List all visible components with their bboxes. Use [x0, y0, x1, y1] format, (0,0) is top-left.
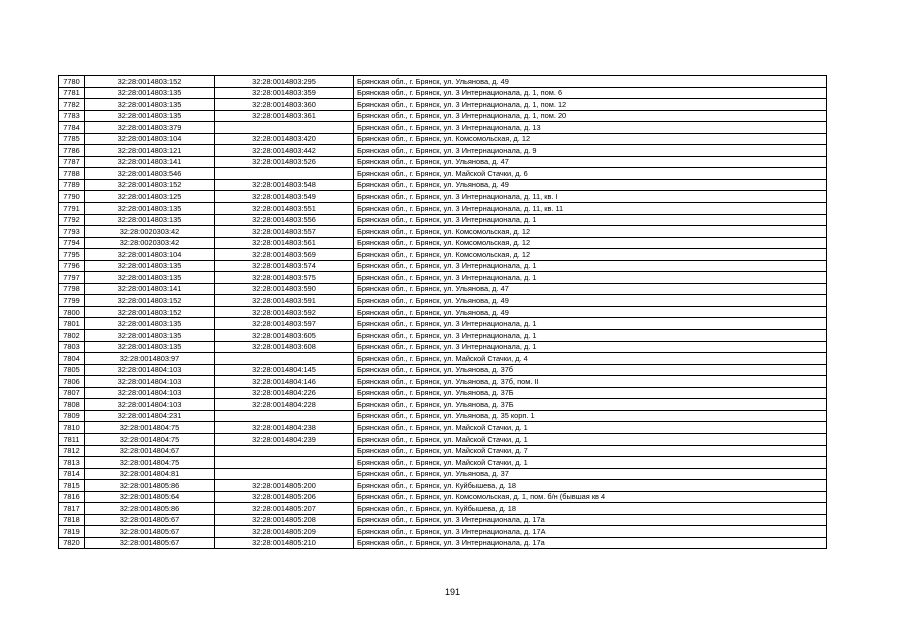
cadastral-number-cell: 32:28:0014803:135 [85, 203, 215, 215]
row-number-cell: 7792 [59, 214, 85, 226]
address-cell: Брянская обл., г. Брянск, ул. 3 Интернационала, д. 17А [354, 526, 827, 538]
cadastral-number-cell: 32:28:0014803:152 [85, 76, 215, 88]
table-row [59, 110, 827, 122]
object-cadastral-number-cell [215, 457, 354, 469]
address-cell: Брянская обл., г. Брянск, ул. Ульянова, д. 37б [354, 364, 827, 376]
address-cell: Брянская обл., г. Брянск, ул. 3 Интернационала, д. 13 [354, 122, 827, 134]
row-number-cell: 7813 [59, 457, 85, 469]
row-number-cell: 7802 [59, 330, 85, 342]
table-row [59, 272, 827, 284]
address-cell: Брянская обл., г. Брянск, ул. Комсомольская, д. 12 [354, 133, 827, 145]
table-row [59, 353, 827, 365]
cadastral-number-cell: 32:28:0014803:141 [85, 283, 215, 295]
row-number-cell: 7820 [59, 537, 85, 549]
address-cell: Брянская обл., г. Брянск, ул. 3 Интернационала, д. 17а [354, 537, 827, 549]
object-cadastral-number-cell: 32:28:0014804:146 [215, 376, 354, 388]
row-number-cell: 7817 [59, 503, 85, 515]
cadastral-number-cell: 32:28:0014803:135 [85, 214, 215, 226]
row-number-cell: 7784 [59, 122, 85, 134]
object-cadastral-number-cell: 32:28:0014803:361 [215, 110, 354, 122]
row-number-cell: 7795 [59, 249, 85, 261]
address-cell: Брянская обл., г. Брянск, ул. Майской Стачки, д. 1 [354, 457, 827, 469]
row-number-cell: 7800 [59, 306, 85, 318]
cadastral-table-body [59, 76, 827, 549]
row-number-cell: 7818 [59, 514, 85, 526]
cadastral-number-cell: 32:28:0014803:135 [85, 99, 215, 111]
cadastral-number-cell: 32:28:0014803:104 [85, 133, 215, 145]
table-row [59, 226, 827, 238]
table-row [59, 260, 827, 272]
table-row [59, 237, 827, 249]
cadastral-number-cell: 32:28:0014803:135 [85, 260, 215, 272]
address-cell: Брянская обл., г. Брянск, ул. Майской Стачки, д. 7 [354, 445, 827, 457]
cadastral-number-cell: 32:28:0014805:67 [85, 526, 215, 538]
cadastral-number-cell: 32:28:0014805:86 [85, 503, 215, 515]
row-number-cell: 7783 [59, 110, 85, 122]
row-number-cell: 7788 [59, 168, 85, 180]
address-cell: Брянская обл., г. Брянск, ул. 3 Интернационала, д. 1, пом. 6 [354, 87, 827, 99]
cadastral-number-cell: 32:28:0014803:152 [85, 306, 215, 318]
object-cadastral-number-cell [215, 468, 354, 480]
object-cadastral-number-cell: 32:28:0014805:207 [215, 503, 354, 515]
address-cell: Брянская обл., г. Брянск, ул. 3 Интернационала, д. 11, кв. I [354, 191, 827, 203]
row-number-cell: 7811 [59, 433, 85, 445]
object-cadastral-number-cell [215, 122, 354, 134]
object-cadastral-number-cell: 32:28:0014805:210 [215, 537, 354, 549]
table-row [59, 399, 827, 411]
object-cadastral-number-cell: 32:28:0014803:591 [215, 295, 354, 307]
cadastral-number-cell: 32:28:0014803:125 [85, 191, 215, 203]
address-cell: Брянская обл., г. Брянск, ул. Ульянова, д. 37б, пом. II [354, 376, 827, 388]
object-cadastral-number-cell: 32:28:0014803:590 [215, 283, 354, 295]
table-row [59, 364, 827, 376]
address-cell: Брянская обл., г. Брянск, ул. 3 Интернационала, д. 11, кв. 11 [354, 203, 827, 215]
object-cadastral-number-cell: 32:28:0014803:442 [215, 145, 354, 157]
row-number-cell: 7782 [59, 99, 85, 111]
cadastral-number-cell: 32:28:0014803:379 [85, 122, 215, 134]
table-row [59, 410, 827, 422]
row-number-cell: 7791 [59, 203, 85, 215]
object-cadastral-number-cell: 32:28:0014803:360 [215, 99, 354, 111]
object-cadastral-number-cell: 32:28:0014803:561 [215, 237, 354, 249]
cadastral-number-cell: 32:28:0014803:97 [85, 353, 215, 365]
address-cell: Брянская обл., г. Брянск, ул. Майской Стачки, д. 1 [354, 422, 827, 434]
address-cell: Брянская обл., г. Брянск, ул. Ульянова, д. 47 [354, 156, 827, 168]
cadastral-number-cell: 32:28:0014804:103 [85, 376, 215, 388]
address-cell: Брянская обл., г. Брянск, ул. Куйбышева, д. 18 [354, 480, 827, 492]
cadastral-number-cell: 32:28:0014803:135 [85, 110, 215, 122]
table-row [59, 214, 827, 226]
row-number-cell: 7809 [59, 410, 85, 422]
table-row [59, 295, 827, 307]
row-number-cell: 7803 [59, 341, 85, 353]
address-cell: Брянская обл., г. Брянск, ул. Ульянова, д. 37Б [354, 387, 827, 399]
address-cell: Брянская обл., г. Брянск, ул. Ульянова, д. 37 [354, 468, 827, 480]
cadastral-number-cell: 32:28:0014804:75 [85, 457, 215, 469]
table-row [59, 179, 827, 191]
address-cell: Брянская обл., г. Брянск, ул. 3 Интернационала, д. 1 [354, 330, 827, 342]
table-row [59, 99, 827, 111]
address-cell: Брянская обл., г. Брянск, ул. Ульянова, д. 49 [354, 295, 827, 307]
table-row [59, 133, 827, 145]
address-cell: Брянская обл., г. Брянск, ул. 3 Интернационала, д. 1 [354, 260, 827, 272]
object-cadastral-number-cell: 32:28:0014805:206 [215, 491, 354, 503]
cadastral-number-cell: 32:28:0014804:231 [85, 410, 215, 422]
row-number-cell: 7786 [59, 145, 85, 157]
object-cadastral-number-cell: 32:28:0014803:557 [215, 226, 354, 238]
object-cadastral-number-cell: 32:28:0014803:592 [215, 306, 354, 318]
cadastral-number-cell: 32:28:0014803:135 [85, 272, 215, 284]
address-cell: Брянская обл., г. Брянск, ул. Ульянова, д. 49 [354, 306, 827, 318]
row-number-cell: 7785 [59, 133, 85, 145]
table-row [59, 422, 827, 434]
cadastral-number-cell: 32:28:0020303:42 [85, 226, 215, 238]
cadastral-number-cell: 32:28:0014803:135 [85, 341, 215, 353]
table-row [59, 445, 827, 457]
row-number-cell: 7796 [59, 260, 85, 272]
address-cell: Брянская обл., г. Брянск, ул. 3 Интернационала, д. 1, пом. 12 [354, 99, 827, 111]
cadastral-number-cell: 32:28:0014803:135 [85, 87, 215, 99]
row-number-cell: 7819 [59, 526, 85, 538]
cadastral-number-cell: 32:28:0014804:75 [85, 422, 215, 434]
address-cell: Брянская обл., г. Брянск, ул. Майской Стачки, д. 6 [354, 168, 827, 180]
address-cell: Брянская обл., г. Брянск, ул. Комсомольская, д. 1, пом. б/н (бывшая кв 4 [354, 491, 827, 503]
cadastral-number-cell: 32:28:0014804:103 [85, 399, 215, 411]
cadastral-number-cell: 32:28:0014803:141 [85, 156, 215, 168]
object-cadastral-number-cell: 32:28:0014803:420 [215, 133, 354, 145]
object-cadastral-number-cell: 32:28:0014803:556 [215, 214, 354, 226]
table-row [59, 145, 827, 157]
address-cell: Брянская обл., г. Брянск, ул. 3 Интернационала, д. 17а [354, 514, 827, 526]
cadastral-number-cell: 32:28:0014803:135 [85, 330, 215, 342]
row-number-cell: 7816 [59, 491, 85, 503]
table-row [59, 87, 827, 99]
table-row [59, 76, 827, 88]
table-row [59, 191, 827, 203]
address-cell: Брянская обл., г. Брянск, ул. Майской Стачки, д. 4 [354, 353, 827, 365]
table-row [59, 387, 827, 399]
object-cadastral-number-cell: 32:28:0014804:238 [215, 422, 354, 434]
table-row [59, 156, 827, 168]
cadastral-number-cell: 32:28:0014803:152 [85, 179, 215, 191]
cadastral-number-cell: 32:28:0014804:67 [85, 445, 215, 457]
table-row [59, 122, 827, 134]
table-row [59, 468, 827, 480]
cadastral-number-cell: 32:28:0014805:67 [85, 537, 215, 549]
table-row [59, 433, 827, 445]
table-row [59, 537, 827, 549]
table-row [59, 376, 827, 388]
table-row [59, 203, 827, 215]
cadastral-number-cell: 32:28:0014805:67 [85, 514, 215, 526]
row-number-cell: 7793 [59, 226, 85, 238]
cadastral-number-cell: 32:28:0014804:75 [85, 433, 215, 445]
row-number-cell: 7801 [59, 318, 85, 330]
cadastral-number-cell: 32:28:0014804:103 [85, 364, 215, 376]
table-row [59, 514, 827, 526]
object-cadastral-number-cell: 32:28:0014803:608 [215, 341, 354, 353]
table-row [59, 168, 827, 180]
address-cell: Брянская обл., г. Брянск, ул. Ульянова, д. 47 [354, 283, 827, 295]
row-number-cell: 7797 [59, 272, 85, 284]
address-cell: Брянская обл., г. Брянск, ул. Ульянова, д. 37Б [354, 399, 827, 411]
object-cadastral-number-cell: 32:28:0014803:551 [215, 203, 354, 215]
row-number-cell: 7805 [59, 364, 85, 376]
row-number-cell: 7806 [59, 376, 85, 388]
object-cadastral-number-cell: 32:28:0014804:145 [215, 364, 354, 376]
object-cadastral-number-cell: 32:28:0014803:597 [215, 318, 354, 330]
cadastral-number-cell: 32:28:0014805:64 [85, 491, 215, 503]
object-cadastral-number-cell: 32:28:0014803:575 [215, 272, 354, 284]
table-row [59, 526, 827, 538]
row-number-cell: 7814 [59, 468, 85, 480]
address-cell: Брянская обл., г. Брянск, ул. Комсомольская, д. 12 [354, 237, 827, 249]
object-cadastral-number-cell: 32:28:0014803:359 [215, 87, 354, 99]
address-cell: Брянская обл., г. Брянск, ул. Майской Стачки, д. 1 [354, 433, 827, 445]
object-cadastral-number-cell: 32:28:0014805:200 [215, 480, 354, 492]
address-cell: Брянская обл., г. Брянск, ул. 3 Интернационала, д. 1 [354, 318, 827, 330]
table-row [59, 306, 827, 318]
row-number-cell: 7790 [59, 191, 85, 203]
row-number-cell: 7815 [59, 480, 85, 492]
address-cell: Брянская обл., г. Брянск, ул. 3 Интернационала, д. 1, пом. 20 [354, 110, 827, 122]
table-row [59, 283, 827, 295]
cadastral-number-cell: 32:28:0014803:135 [85, 318, 215, 330]
row-number-cell: 7804 [59, 353, 85, 365]
cadastral-table [58, 75, 827, 549]
address-cell: Брянская обл., г. Брянск, ул. Ульянова, д. 49 [354, 76, 827, 88]
object-cadastral-number-cell: 32:28:0014803:569 [215, 249, 354, 261]
object-cadastral-number-cell: 32:28:0014803:295 [215, 76, 354, 88]
row-number-cell: 7781 [59, 87, 85, 99]
address-cell: Брянская обл., г. Брянск, ул. Ульянова, д. 35 корп. 1 [354, 410, 827, 422]
table-row [59, 318, 827, 330]
row-number-cell: 7807 [59, 387, 85, 399]
object-cadastral-number-cell: 32:28:0014803:549 [215, 191, 354, 203]
cadastral-number-cell: 32:28:0014804:81 [85, 468, 215, 480]
table-row [59, 503, 827, 515]
row-number-cell: 7798 [59, 283, 85, 295]
object-cadastral-number-cell: 32:28:0014803:605 [215, 330, 354, 342]
object-cadastral-number-cell [215, 168, 354, 180]
table-row [59, 341, 827, 353]
cadastral-number-cell: 32:28:0014803:121 [85, 145, 215, 157]
address-cell: Брянская обл., г. Брянск, ул. Комсомольская, д. 12 [354, 226, 827, 238]
row-number-cell: 7787 [59, 156, 85, 168]
address-cell: Брянская обл., г. Брянск, ул. 3 Интернационала, д. 9 [354, 145, 827, 157]
row-number-cell: 7799 [59, 295, 85, 307]
object-cadastral-number-cell: 32:28:0014804:239 [215, 433, 354, 445]
object-cadastral-number-cell: 32:28:0014805:208 [215, 514, 354, 526]
table-row [59, 491, 827, 503]
object-cadastral-number-cell: 32:28:0014805:209 [215, 526, 354, 538]
table-row [59, 457, 827, 469]
row-number-cell: 7794 [59, 237, 85, 249]
row-number-cell: 7780 [59, 76, 85, 88]
object-cadastral-number-cell: 32:28:0014803:574 [215, 260, 354, 272]
row-number-cell: 7808 [59, 399, 85, 411]
object-cadastral-number-cell: 32:28:0014804:228 [215, 399, 354, 411]
table-row [59, 249, 827, 261]
row-number-cell: 7810 [59, 422, 85, 434]
address-cell: Брянская обл., г. Брянск, ул. 3 Интернационала, д. 1 [354, 341, 827, 353]
row-number-cell: 7789 [59, 179, 85, 191]
cadastral-number-cell: 32:28:0014804:103 [85, 387, 215, 399]
object-cadastral-number-cell [215, 353, 354, 365]
table-row [59, 330, 827, 342]
object-cadastral-number-cell [215, 445, 354, 457]
table-row [59, 480, 827, 492]
object-cadastral-number-cell [215, 410, 354, 422]
address-cell: Брянская обл., г. Брянск, ул. Куйбышева, д. 18 [354, 503, 827, 515]
row-number-cell: 7812 [59, 445, 85, 457]
object-cadastral-number-cell: 32:28:0014804:226 [215, 387, 354, 399]
cadastral-number-cell: 32:28:0020303:42 [85, 237, 215, 249]
cadastral-number-cell: 32:28:0014803:546 [85, 168, 215, 180]
page-number: 191 [444, 587, 461, 597]
object-cadastral-number-cell: 32:28:0014803:526 [215, 156, 354, 168]
address-cell: Брянская обл., г. Брянск, ул. 3 Интернационала, д. 1 [354, 214, 827, 226]
address-cell: Брянская обл., г. Брянск, ул. 3 Интернационала, д. 1 [354, 272, 827, 284]
cadastral-number-cell: 32:28:0014803:152 [85, 295, 215, 307]
address-cell: Брянская обл., г. Брянск, ул. Комсомольская, д. 12 [354, 249, 827, 261]
cadastral-number-cell: 32:28:0014803:104 [85, 249, 215, 261]
object-cadastral-number-cell: 32:28:0014803:548 [215, 179, 354, 191]
cadastral-number-cell: 32:28:0014805:86 [85, 480, 215, 492]
address-cell: Брянская обл., г. Брянск, ул. Ульянова, д. 49 [354, 179, 827, 191]
